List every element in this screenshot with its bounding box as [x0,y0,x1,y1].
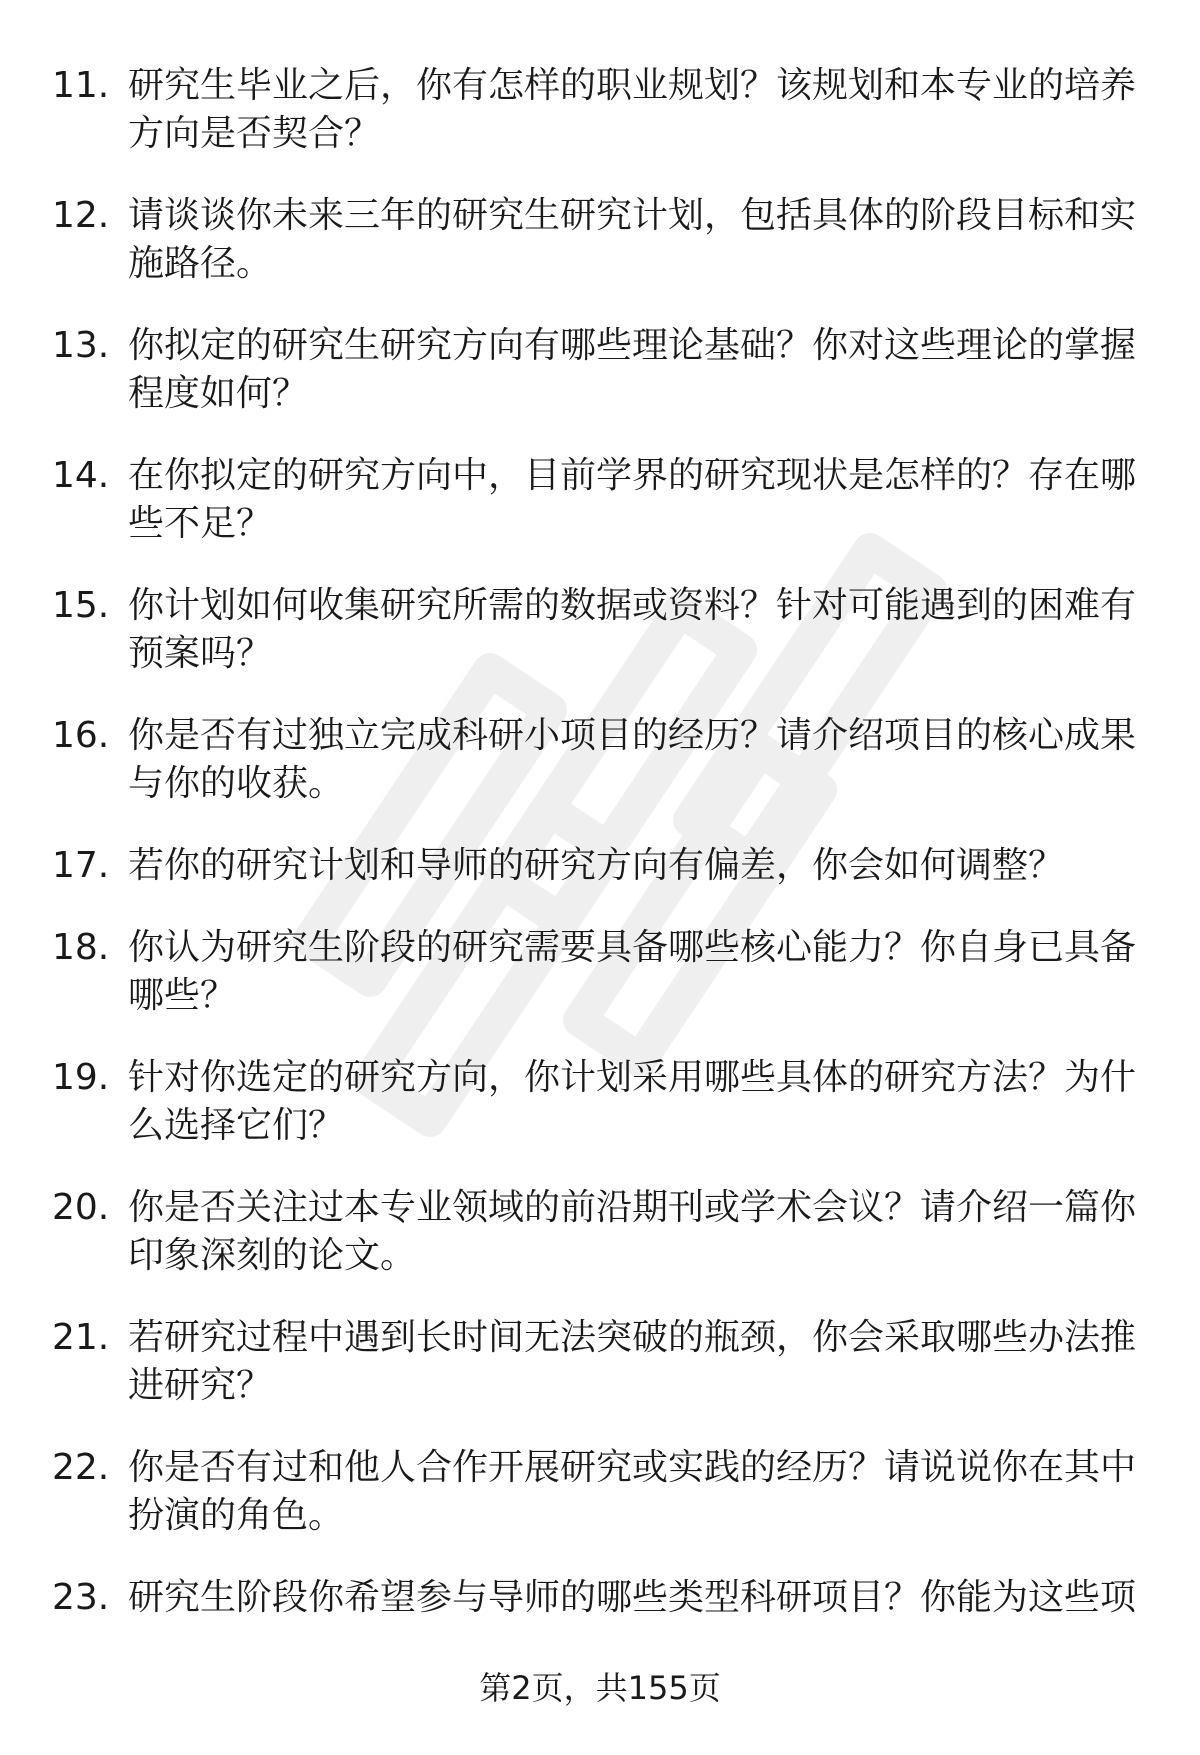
question-number: 16. [52,715,110,756]
question-text: 若你的研究计划和导师的研究方向有偏差，你会如何调整？ [128,845,1065,886]
page-number-footer: 第2页，共155页 [479,1669,721,1707]
question-number: 23. [52,1577,110,1618]
question-item [52,452,1152,548]
question-item [52,1184,1152,1280]
question-number: 17. [52,845,110,886]
question-text: 研究生毕业之后，你有怎样的职业规划？该规划和本专业的培养方向是否契合？ [128,65,1137,154]
question-number: 18. [52,927,110,968]
question-item [52,1054,1152,1150]
question-number: 15. [52,585,110,626]
question-item [52,192,1152,288]
question-text: 若研究过程中遇到长时间无法突破的瓶颈，你会采取哪些办法推进研究？ [128,1317,1137,1406]
question-item [52,62,1152,158]
question-item [52,1444,1152,1540]
question-text: 你计划如何收集研究所需的数据或资料？针对可能遇到的困难有预案吗？ [128,585,1137,674]
question-text: 针对你选定的研究方向，你计划采用哪些具体的研究方法？为什么选择它们？ [128,1057,1137,1146]
question-text: 请谈谈你未来三年的研究生研究计划，包括具体的阶段目标和实施路径。 [128,195,1137,284]
question-number: 19. [52,1057,110,1098]
question-text: 研究生阶段你希望参与导师的哪些类型科研项目？你能为这些项 [128,1577,1137,1618]
question-text: 你拟定的研究生研究方向有哪些理论基础？你对这些理论的掌握程度如何？ [128,325,1137,414]
question-number: 11. [52,65,110,106]
question-item [52,712,1152,808]
question-item [52,1574,1152,1622]
question-number: 12. [52,195,110,236]
question-list [52,62,1152,1656]
question-text: 你是否有过独立完成科研小项目的经历？请介绍项目的核心成果与你的收获。 [128,715,1137,804]
question-number: 14. [52,455,110,496]
question-text: 你是否关注过本专业领域的前沿期刊或学术会议？请介绍一篇你印象深刻的论文。 [128,1187,1137,1276]
question-item [52,1314,1152,1410]
question-item [52,322,1152,418]
question-number: 21. [52,1317,110,1358]
question-item [52,842,1152,890]
question-item [52,924,1152,1020]
question-text: 你认为研究生阶段的研究需要具备哪些核心能力？你自身已具备哪些？ [128,927,1137,1016]
question-text: 在你拟定的研究方向中，目前学界的研究现状是怎样的？存在哪些不足？ [128,455,1137,544]
question-number: 20. [52,1187,110,1228]
question-number: 13. [52,325,110,366]
question-text: 你是否有过和他人合作开展研究或实践的经历？请说说你在其中扮演的角色。 [128,1447,1137,1536]
question-item [52,582,1152,678]
question-number: 22. [52,1447,110,1488]
